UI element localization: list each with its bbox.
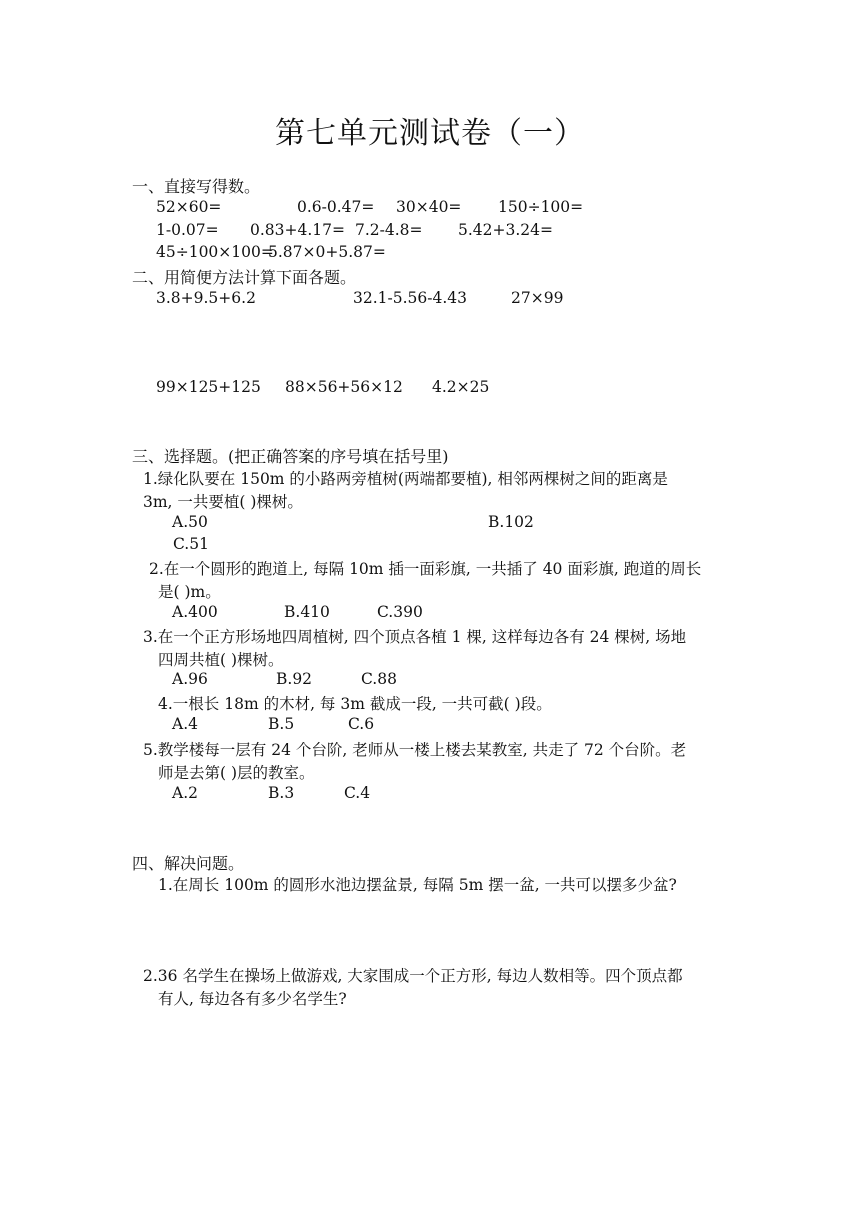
question-3-line-1: 3.在一个正方形场地四周植树, 四个顶点各植 1 棵, 这样每边各有 24 棵树, 场地 xyxy=(143,628,687,646)
question-1-line-2: 3m, 一共要植( )棵树。 xyxy=(143,493,303,511)
calc-item: 45÷100×100= xyxy=(156,243,274,261)
question-5-line-2: 师是去第( )层的教室。 xyxy=(158,764,315,782)
option-c: C.390 xyxy=(377,603,423,621)
option-b: B.410 xyxy=(284,603,330,621)
calc-item: 0.83+4.17= xyxy=(250,221,345,239)
simplify-item: 27×99 xyxy=(511,289,564,307)
question-4-line-1: 4.一根长 18m 的木材, 每 3m 截成一段, 一共可截( )段。 xyxy=(158,695,552,713)
option-a: A.96 xyxy=(172,670,208,688)
option-b: B.3 xyxy=(268,784,295,802)
option-a: A.50 xyxy=(172,513,208,531)
option-c: C.88 xyxy=(361,670,397,688)
option-c: C.6 xyxy=(348,715,375,733)
option-b: B.102 xyxy=(488,513,534,531)
calc-item: 0.6-0.47= xyxy=(297,198,375,216)
question-1-line-1: 1.绿化队要在 150m 的小路两旁植树(两端都要植), 相邻两棵树之间的距离是 xyxy=(143,470,668,488)
section-2-heading: 二、用简便方法计算下面各题。 xyxy=(132,268,357,287)
problem-2-line-1: 2.36 名学生在操场上做游戏, 大家围成一个正方形, 每边人数相等。四个顶点都 xyxy=(143,967,683,985)
option-a: A.4 xyxy=(172,715,198,733)
calc-item: 7.2-4.8= xyxy=(355,221,423,239)
simplify-item: 88×56+56×12 xyxy=(285,378,403,396)
option-c: C.51 xyxy=(173,535,209,553)
question-3-line-2: 四周共植( )棵树。 xyxy=(158,651,284,669)
problem-2-line-2: 有人, 每边各有多少名学生? xyxy=(158,990,347,1008)
option-b: B.5 xyxy=(268,715,295,733)
calc-item: 30×40= xyxy=(396,198,462,216)
simplify-item: 3.8+9.5+6.2 xyxy=(156,289,256,307)
calc-item: 5.42+3.24= xyxy=(458,221,553,239)
calc-item: 150÷100= xyxy=(498,198,584,216)
problem-1: 1.在周长 100m 的圆形水池边摆盆景, 每隔 5m 摆一盆, 一共可以摆多少盆? xyxy=(158,876,677,894)
section-1-heading: 一、直接写得数。 xyxy=(132,177,261,196)
simplify-item: 32.1-5.56-4.43 xyxy=(353,289,468,307)
option-a: A.400 xyxy=(172,603,218,621)
question-5-line-1: 5.教学楼每一层有 24 个台阶, 老师从一楼上楼去某教室, 共走了 72 个台阶。老 xyxy=(143,741,687,759)
option-a: A.2 xyxy=(172,784,198,802)
option-c: C.4 xyxy=(344,784,371,802)
calc-item: 52×60= xyxy=(156,198,222,216)
simplify-item: 4.2×25 xyxy=(432,378,490,396)
question-2-line-2: 是( )m。 xyxy=(158,583,221,601)
section-4-heading: 四、解决问题。 xyxy=(132,854,245,873)
option-b: B.92 xyxy=(276,670,313,688)
calc-item: 5.87×0+5.87= xyxy=(268,243,386,261)
simplify-item: 99×125+125 xyxy=(156,378,261,396)
section-3-heading: 三、选择题。(把正确答案的序号填在括号里) xyxy=(132,447,449,466)
question-2-line-1: 2.在一个圆形的跑道上, 每隔 10m 插一面彩旗, 一共插了 40 面彩旗, 跑道的周长 xyxy=(149,560,702,578)
calc-item: 1-0.07= xyxy=(156,221,219,239)
page-title: 第七单元测试卷（一） xyxy=(275,116,585,151)
